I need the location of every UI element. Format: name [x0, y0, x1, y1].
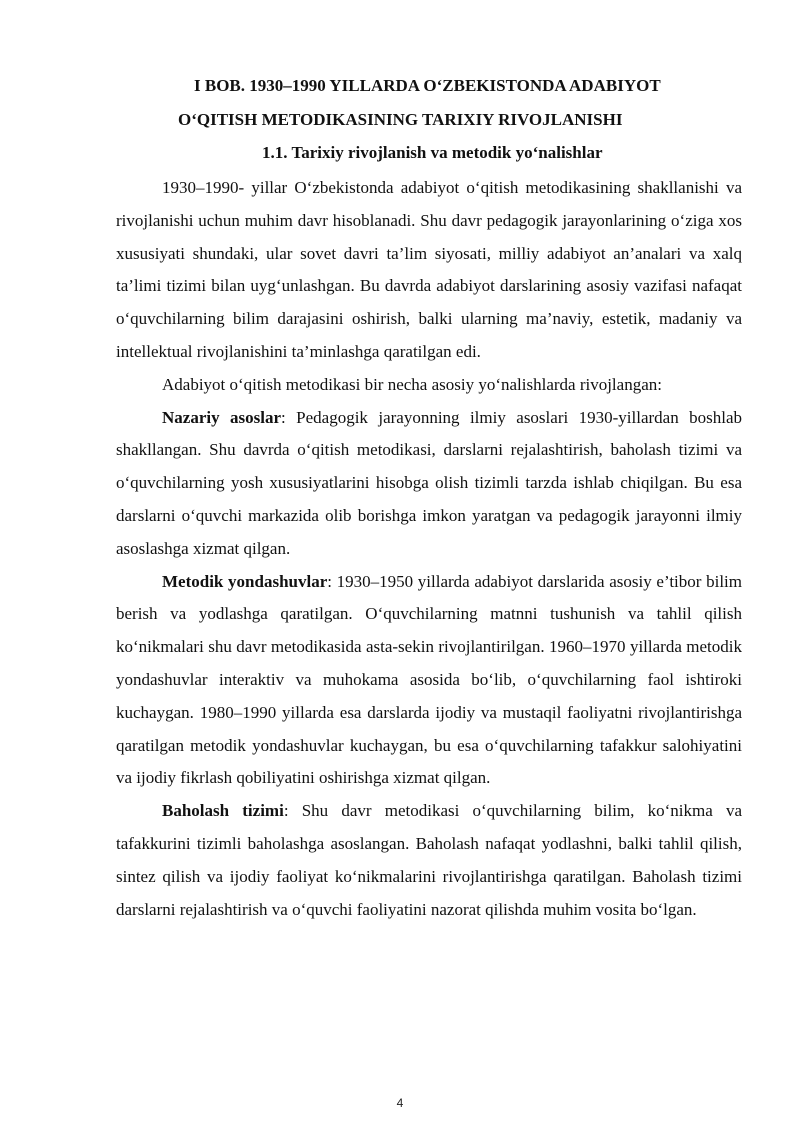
- term-assessment-system: Baholash tizimi: [162, 801, 284, 821]
- paragraph-text: : Shu davr metodikasi o‘quvchilarning bilim, ko‘nikma va tafakkurini tizimli baholashga asoslangan. Baholash nafaqat yodlashni, balki tahlil qilish, sintez qilish va ijodiy faoliyat ko‘nikmalarini rivojlantirishga qaratilgan. Baholash tizimi darslarni rejalashtirish va o‘quvchi faoliyatini nazorat qilishda muhim vosita bo‘lgan.: [116, 801, 742, 919]
- paragraph-intro: 1930–1990- yillar O‘zbekistonda adabiyot o‘qitish metodikasining shakllanishi va rivojlanishi uchun muhim davr hisoblanadi. Shu davr pedagogik jarayonlarining o‘ziga xos xususiyati shundaki, ular sovet davri ta’lim siyosati, milliy adabiyot an’analari va xalq ta’limi tizimi bilan uyg‘unlashgan. Bu davrda adabiyot darslarining asosiy vazifasi nafaqat o‘quvchilarning bilim darajasini oshirish, balki ularning ma’naviy, estetik, madaniy va intellektual rivojlanishini ta’minlashga qaratilgan edi.: [116, 178, 742, 361]
- paragraph-text: : 1930–1950 yillarda adabiyot darslarida asosiy e’tibor bilim berish va yodlashga qaratilgan. O‘quvchilarning matnni tushunish va tahlil qilish ko‘nikmalari shu davr metodikasida asta-sekin rivojlantirilgan. 1960–1970 yillarda metodik yondashuvlar interaktiv va muhokama asosida bo‘lib, o‘quvchilarning faol ishtiroki kuchaygan. 1980–1990 yillarda esa darslarda ijodiy va mustaqil faoliyatni rivojlantirishga qaratilgan metodik yondashuvlar kuchaygan, bu esa o‘quvchilarning tafakkur salohiyatini va ijodiy fikrlash qobiliyatini oshirishga xizmat qilgan.: [116, 571, 742, 788]
- page-number: 4: [396, 1096, 404, 1110]
- body-text: [116, 172, 742, 926]
- paragraph-assessment-system: [116, 795, 742, 926]
- term-methodical-approaches: Metodik yondashuvlar: [162, 571, 328, 591]
- section-heading: 1.1. Tarixiy rivojlanish va metodik yo‘nalishlar: [262, 143, 603, 162]
- paragraph-text: : Pedagogik jarayonning ilmiy asoslari 1930-yillardan boshlab shakllangan. Shu davrda o‘qitish metodikasi, darslarni rejalashtirish, baholash tizimi va o‘quvchilarning yosh xususiyatlarini hisobga olish tizimli tarzda ishlab chiqilgan. Bu esa darslarni o‘quvchi markazida olib borishga imkon yaratgan va pedagogik jarayonni ilmiy asoslashga xizmat qilgan.: [116, 407, 742, 558]
- chapter-title-line-2: O‘QITISH METODIKASINING TARIXIY RIVOJLANISHI: [178, 110, 623, 129]
- chapter-title-line-1: I BOB. 1930–1990 YILLARDA O‘ZBEKISTONDA ADABIYOT: [194, 76, 661, 95]
- paragraph-methodical-approaches: [116, 566, 742, 796]
- term-theoretical-foundations: Nazariy asoslar: [162, 407, 282, 427]
- paragraph-theoretical-foundations: [116, 402, 742, 566]
- paragraph-directions: Adabiyot o‘qitish metodikasi bir necha asosiy yo‘nalishlarda rivojlangan:: [162, 374, 662, 394]
